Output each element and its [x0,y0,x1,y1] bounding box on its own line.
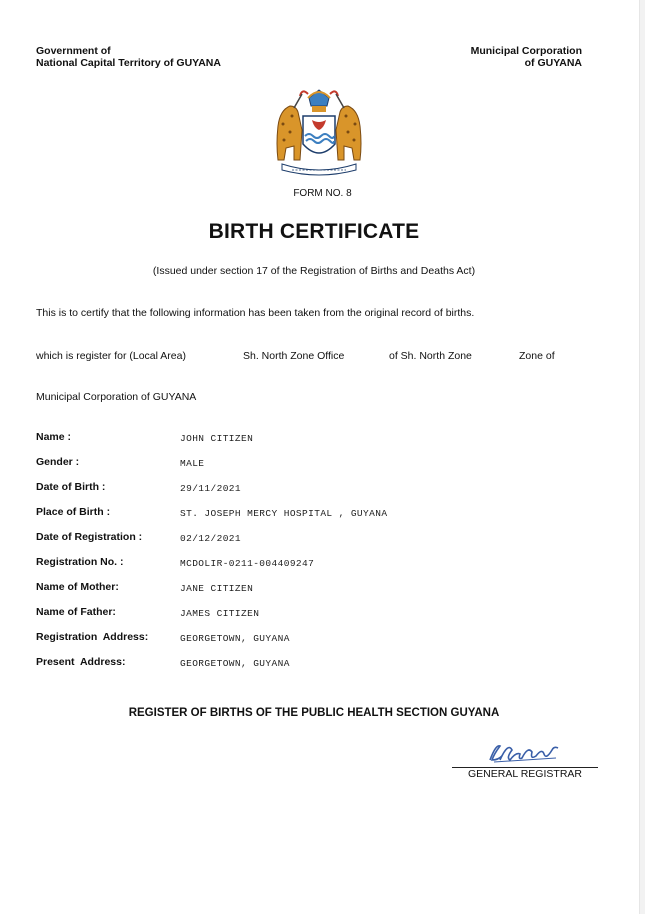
field-label: Gender : [36,456,80,468]
field-value: MALE [180,458,205,469]
field-row-registration-address [36,631,596,656]
subtitle: (Issued under section 17 of the Registration of Births and Deaths Act) [152,265,476,277]
page-edge [639,0,645,914]
municipal-line: Municipal Corporation of GUYANA [36,391,197,403]
header-left [36,45,221,69]
field-label: Place of Birth : [36,506,111,518]
coat-of-arms-icon [272,86,366,178]
field-value: GEORGETOWN, GUYANA [180,658,290,669]
field-row-gender [36,456,596,481]
field-label: Date of Birth : [36,481,106,493]
field-label: Name of Father: [36,606,116,618]
field-value: GEORGETOWN, GUYANA [180,633,290,644]
field-row-date-of-registration [36,531,596,556]
header-right-line2: of GUYANA [524,57,582,69]
field-row-date-of-birth [36,481,596,506]
field-value: JANE CITIZEN [180,583,254,594]
field-row-place-of-birth [36,506,596,531]
field-value: JOHN CITIZEN [180,433,254,444]
register-line-part3: of Sh. North Zone [389,350,472,362]
signature [486,740,566,766]
field-label: Date of Registration : [36,531,143,543]
fields-list [36,431,596,681]
field-row-name [36,431,596,456]
field-value: JAMES CITIZEN [180,608,260,619]
field-row-registration-no [36,556,596,581]
field-value: MCDOLIR-0211-004409247 [180,558,315,569]
header-left-line2: National Capital Territory of GUYANA [36,57,221,69]
register-line-part4: Zone of [519,350,555,362]
field-label: Name of Mother: [36,581,119,593]
field-label: Registration No. : [36,556,124,568]
header-right [471,45,582,69]
field-row-present-address [36,656,596,681]
field-label: Name : [36,431,72,443]
certify-text: This is to certify that the following information has been taken from the original record of births. [36,307,475,319]
register-footer-title: REGISTER OF BIRTHS OF THE PUBLIC HEALTH SECTION GUYANA [128,707,500,719]
field-row-mother [36,581,596,606]
form-number: FORM NO. 8 [293,188,352,199]
field-label: Registration Address: [36,631,149,643]
register-line-part2: Sh. North Zone Office [243,350,345,362]
register-line-part1: which is register for (Local Area) [36,350,186,362]
field-value: ST. JOSEPH MERCY HOSPITAL , GUYANA [180,508,388,519]
field-value: 29/11/2021 [180,483,242,494]
header-left-line1: Government of [36,45,111,57]
field-row-father [36,606,596,631]
field-value: 02/12/2021 [180,533,242,544]
page-title: BIRTH CERTIFICATE [208,220,420,243]
general-registrar-label: GENERAL REGISTRAR [468,768,582,780]
field-label: Present Address: [36,656,126,668]
header-right-line1: Municipal Corporation [470,45,582,57]
